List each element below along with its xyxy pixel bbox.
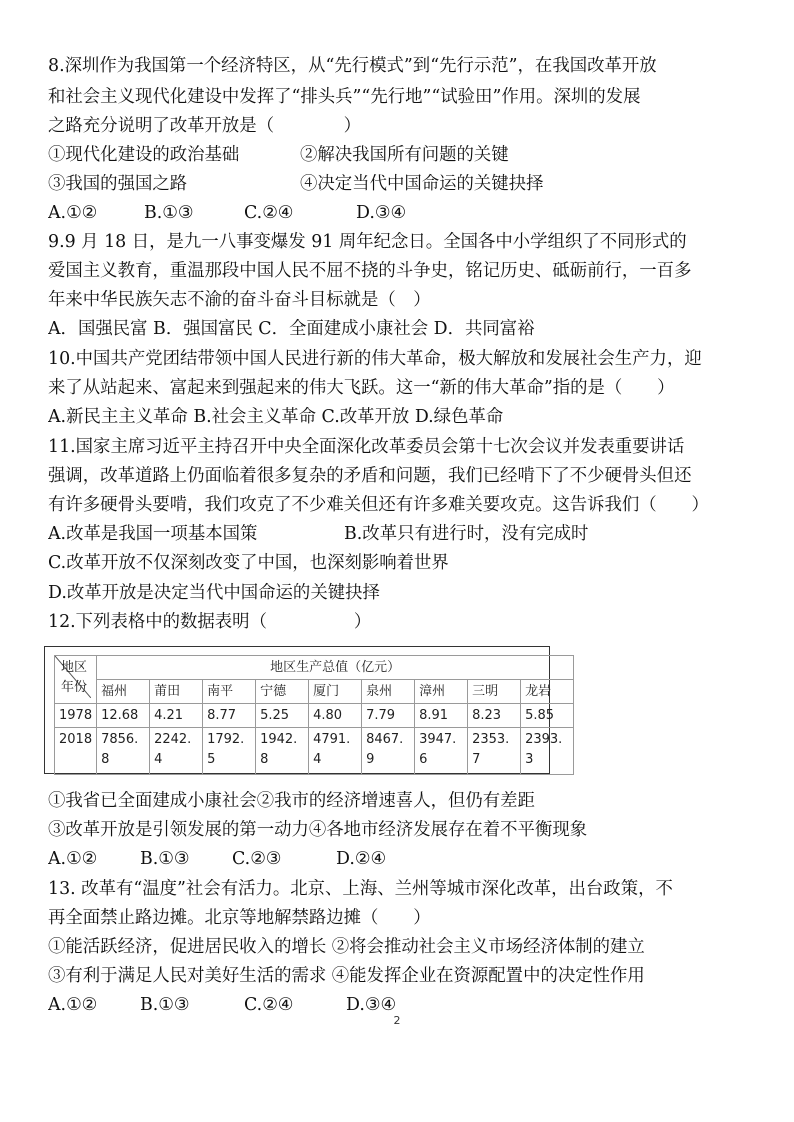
value-cell: 12.68: [97, 704, 150, 728]
q10-options[interactable]: A.新民主主义革命 B.社会主义革命 C.改革开放 D.绿色革命: [48, 407, 504, 427]
q13-option-c[interactable]: C.②④: [244, 995, 294, 1015]
city-cell: 南平: [203, 680, 256, 704]
q10-line-1: 10.中国共产党团结带领中国人民进行新的伟大革命，极大解放和发展社会生产力，迎: [48, 349, 702, 369]
city-cell: 三明: [468, 680, 521, 704]
q13-line-2: 再全面禁止路边摊。北京等地解禁路边摊（ ）: [48, 908, 431, 928]
q12-options: [48, 844, 758, 874]
year-cell: 1978: [55, 704, 97, 728]
value-cell: 5.85: [521, 704, 574, 728]
q8-item-4: ④决定当代中国命运的关键抉择: [300, 174, 544, 194]
q12-items-2: ③改革开放是引领发展的第一动力④各地市经济发展存在着不平衡现象: [48, 820, 588, 840]
city-cell: 宁德: [256, 680, 309, 704]
value-cell: 4.80: [309, 704, 362, 728]
corner-region-label: 地区: [61, 660, 88, 675]
q11-option-c[interactable]: C.改革开放不仅深刻改变了中国，也深刻影响着世界: [48, 553, 449, 573]
city-cell: 龙岩: [521, 680, 574, 704]
q11-line-3: 有许多硬骨头要啃，我们攻克了不少难关但还有许多难关要攻克。这告诉我们（ ）: [48, 495, 709, 515]
corner-year-label: 年份: [61, 680, 88, 695]
value-cell: 1792. 5: [203, 728, 256, 775]
value-cell: 8.23: [468, 704, 521, 728]
value-cell: 1942. 8: [256, 728, 309, 775]
value-cell: 5.25: [256, 704, 309, 728]
value-cell: 2242. 4: [150, 728, 203, 775]
q12-option-b[interactable]: B.①③: [140, 849, 190, 869]
q11-line-1: 11.国家主席习近平主持召开中央全面深化改革委员会第十七次会议并发表重要讲话: [48, 437, 685, 457]
q8-option-d[interactable]: D.③④: [356, 203, 407, 223]
q8-items-row-2: [48, 169, 758, 199]
q12-option-d[interactable]: D.②④: [336, 849, 387, 869]
q8-items-row-1: [48, 140, 758, 170]
q11-option-a[interactable]: A.改革是我国一项基本国策: [48, 524, 258, 544]
q10-line-2: 来了从站起来、富起来到强起来的伟大飞跃。这一“新的伟大革命”指的是（ ）: [48, 378, 675, 398]
q12-items-1: ①我省已全面建成小康社会②我市的经济增速喜人，但仍有差距: [48, 791, 535, 811]
q8-option-b[interactable]: B.①③: [144, 203, 194, 223]
q9-options[interactable]: A．国强民富 B．强国富民 C．全面建成小康社会 D．共同富裕: [48, 319, 535, 339]
q8-item-2: ②解决我国所有问题的关键: [300, 145, 509, 165]
q8-line-2: 和社会主义现代化建设中发挥了“排头兵”“先行地”“试验田”作用。深圳的发展: [48, 87, 641, 107]
city-row: [55, 680, 574, 704]
q13-option-d[interactable]: D.③④: [346, 995, 397, 1015]
gdp-table: [54, 655, 574, 775]
city-cell: 泉州: [362, 680, 415, 704]
q11-option-b[interactable]: B.改革只有进行时，没有完成时: [344, 524, 589, 544]
value-cell: 7856. 8: [97, 728, 150, 775]
city-cell: 漳州: [415, 680, 468, 704]
q12-option-c[interactable]: C.②③: [232, 849, 282, 869]
q8-item-3: ③我国的强国之路: [48, 174, 188, 194]
page-number: 2: [393, 1014, 401, 1027]
value-cell: 7.79: [362, 704, 415, 728]
value-cell: 2393. 3: [521, 728, 574, 775]
q11-line-2: 强调，改革道路上仍面临着很多复杂的矛盾和问题，我们已经啃下了不少硬骨头但还: [48, 466, 692, 486]
q8-line-3: 之路充分说明了改革开放是（ ）: [48, 116, 362, 136]
table-header: 地区生产总值（亿元）: [97, 656, 574, 680]
value-cell: 2353. 7: [468, 728, 521, 775]
value-cell: 8.91: [415, 704, 468, 728]
table-corner-cell: [55, 656, 97, 704]
table-row: [55, 728, 574, 775]
city-cell: 莆田: [150, 680, 203, 704]
q11-option-d[interactable]: D.改革开放是决定当代中国命运的关键抉择: [48, 583, 380, 603]
value-cell: 8.77: [203, 704, 256, 728]
q9-line-3: 年来中华民族矢志不渝的奋斗奋斗目标就是（ ）: [48, 290, 431, 310]
q12-option-a[interactable]: A.①②: [48, 849, 98, 869]
q8-line-1: 8.深圳作为我国第一个经济特区，从“先行模式”到“先行示范”，在我国改革开放: [48, 56, 657, 76]
q8-option-c[interactable]: C.②④: [244, 203, 294, 223]
city-cell: 福州: [97, 680, 150, 704]
q13-option-a[interactable]: A.①②: [48, 995, 98, 1015]
q8-item-1: ①现代化建设的政治基础: [48, 145, 240, 165]
value-cell: 4.21: [150, 704, 203, 728]
q8-options: [48, 198, 758, 228]
value-cell: 8467. 9: [362, 728, 415, 775]
q13-line-1: 13. 改革有“温度”社会有活力。北京、上海、兰州等城市深化改革，出台政策，不: [48, 879, 673, 899]
q9-line-1: 9.9 月 18 日，是九一八事变爆发 91 周年纪念日。全国各中小学组织了不同形式的: [48, 232, 687, 252]
value-cell: 4791. 4: [309, 728, 362, 775]
year-cell: 2018: [55, 728, 97, 775]
value-cell: 3947. 6: [415, 728, 468, 775]
q13-items-1: ①能活跃经济，促进居民收入的增长 ②将会推动社会主义市场经济体制的建立: [48, 937, 645, 957]
q13-items-2: ③有利于满足人民对美好生活的需求 ④能发挥企业在资源配置中的决定性作用: [48, 966, 645, 986]
q9-line-2: 爱国主义教育，重温那段中国人民不屈不挠的斗争史，铭记历史、砥砺前行，一百多: [48, 261, 692, 281]
q8-option-a[interactable]: A.①②: [48, 203, 98, 223]
table-row: [55, 704, 574, 728]
q11-options-ab: [48, 519, 758, 549]
q12-stem: 12.下列表格中的数据表明（ ）: [48, 612, 372, 632]
q13-option-b[interactable]: B.①③: [140, 995, 190, 1015]
city-cell: 厦门: [309, 680, 362, 704]
